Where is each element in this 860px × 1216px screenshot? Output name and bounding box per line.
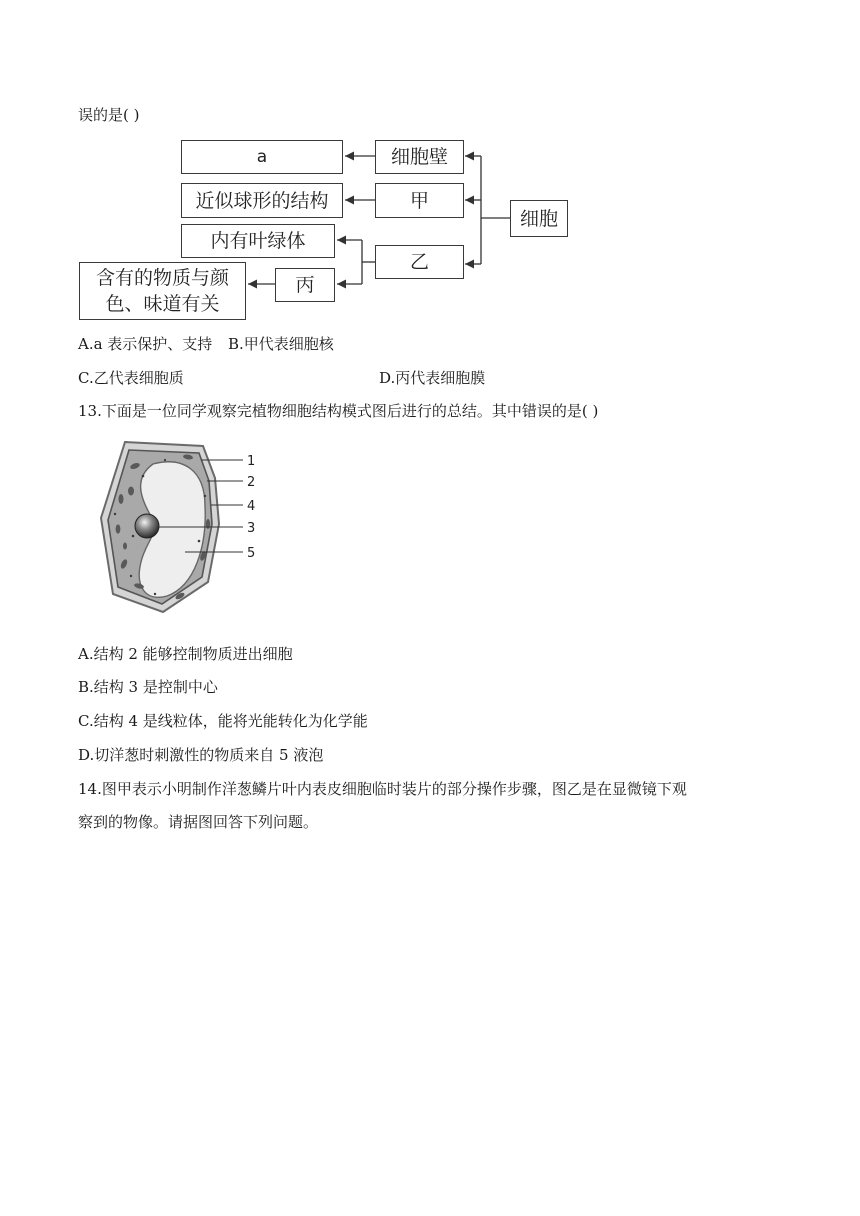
q13-option-c: C.结构 4 是线粒体，能将光能转化为化学能 [78, 712, 368, 730]
q13-option-d: D.切洋葱时刺激性的物质来自 5 液泡 [78, 746, 324, 764]
bing-desc-line1: 含有的物质与颜 [95, 267, 229, 289]
cell-label-4: 4 [247, 499, 256, 514]
q12-option-d: D.丙代表细胞膜 [379, 369, 486, 387]
cell-label-5: 5 [247, 546, 256, 561]
q13-option-b: B.结构 3 是控制中心 [78, 678, 218, 696]
cell-label-1: 1 [247, 454, 256, 469]
q13-stem: 13.下面是一位同学观察完植物细胞结构模式图后进行的总结。其中错误的是( ) [78, 402, 599, 420]
box-jia-desc: 近似球形的结构 [181, 183, 343, 218]
box-a: a [181, 140, 343, 174]
plant-cell-diagram [95, 436, 275, 616]
box-jia: 甲 [375, 183, 464, 218]
cell-label-2: 2 [247, 475, 256, 490]
q13-option-a: A.结构 2 能够控制物质进出细胞 [78, 645, 293, 663]
box-yi: 乙 [375, 245, 464, 279]
box-cell-root: 细胞 [510, 200, 568, 237]
bing-desc-line2: 色、味道有关 [105, 293, 220, 315]
q12-option-a: A.a 表示保护、支持 [78, 335, 213, 353]
q12-stem-tail: 误的是( ) [78, 106, 140, 124]
q14-stem-line2: 察到的物像。请据图回答下列问题。 [78, 813, 319, 831]
q12-option-b: B.甲代表细胞核 [228, 335, 334, 353]
box-bing: 丙 [275, 268, 335, 302]
box-cell-wall: 细胞壁 [375, 140, 464, 174]
q14-stem-line1: 14.图甲表示小明制作洋葱鳞片叶内表皮细胞临时装片的部分操作步骤，图乙是在显微镜下观 [78, 780, 687, 798]
cell-label-3: 3 [247, 521, 256, 536]
box-bing-desc [79, 262, 246, 320]
box-yi-desc: 内有叶绿体 [181, 224, 335, 258]
q12-option-c: C.乙代表细胞质 [78, 369, 184, 387]
